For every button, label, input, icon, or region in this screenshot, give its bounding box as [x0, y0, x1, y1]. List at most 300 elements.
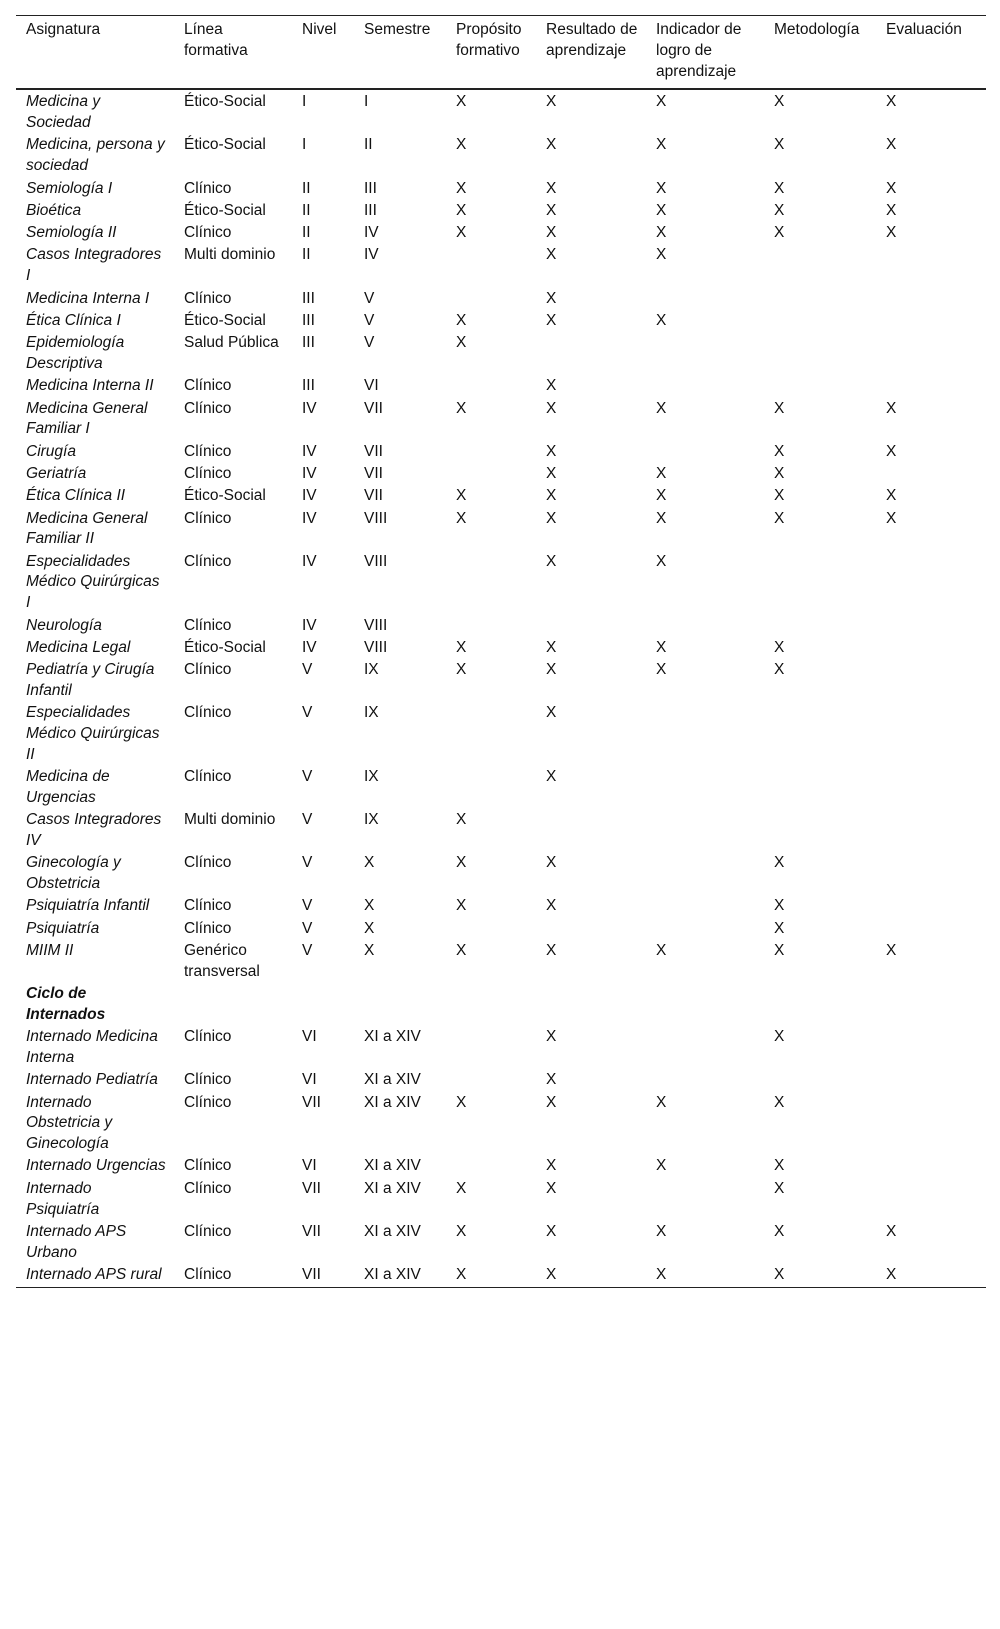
cell-achievement-indicator	[646, 853, 764, 896]
cell-formative-purpose: X	[456, 136, 467, 154]
cell-formative-purpose: X	[456, 811, 467, 829]
cell-achievement-indicator: X	[656, 136, 667, 154]
cell-achievement-indicator	[646, 919, 764, 941]
cell-formative-purpose: X	[456, 224, 467, 242]
cell-methodology: X	[774, 1157, 785, 1175]
cell-semester: X	[364, 854, 375, 872]
cell-training-line: Clínico	[184, 1028, 232, 1046]
cell-training-line: Ético-Social	[184, 311, 266, 329]
cell-subject: Ética Clínica I	[26, 311, 121, 329]
empty-cell	[354, 984, 446, 1027]
cell-subject: Especialidades Médico Quirúrgicas I	[26, 552, 160, 612]
cell-learning-outcome: X	[546, 1028, 557, 1046]
cell-formative-purpose: X	[456, 93, 467, 111]
cell-level: VII	[302, 1265, 321, 1283]
cell-semester: VIII	[364, 509, 388, 527]
cell-learning-outcome	[536, 919, 646, 941]
cell-methodology: X	[774, 1265, 785, 1283]
cell-formative-purpose: X	[456, 201, 467, 219]
cell-evaluation	[876, 853, 986, 896]
empty-cell	[174, 984, 292, 1027]
cell-subject: Internado Medicina Interna	[26, 1028, 158, 1066]
cell-semester: X	[364, 919, 375, 937]
header-achievement-indicator: Indicador de logro de aprendizaje	[656, 21, 742, 80]
cell-level: II	[302, 179, 311, 197]
cell-level: V	[302, 919, 313, 937]
cell-evaluation	[876, 638, 986, 660]
table-row	[16, 333, 986, 376]
cell-level: IV	[302, 616, 317, 634]
cell-formative-purpose: X	[456, 638, 467, 656]
cell-learning-outcome: X	[546, 289, 557, 307]
cell-evaluation	[876, 1070, 986, 1092]
cell-level: IV	[302, 638, 317, 656]
empty-cell	[536, 984, 646, 1027]
cell-level: V	[302, 941, 313, 959]
cell-methodology	[764, 245, 876, 288]
cell-learning-outcome: X	[546, 1093, 557, 1111]
cell-evaluation	[876, 1093, 986, 1157]
cell-learning-outcome: X	[546, 487, 557, 505]
table-row	[16, 767, 986, 810]
cell-achievement-indicator: X	[656, 311, 667, 329]
cell-semester: VII	[364, 464, 383, 482]
cell-training-line: Ético-Social	[184, 638, 266, 656]
cell-learning-outcome: X	[546, 224, 557, 242]
cell-achievement-indicator	[646, 616, 764, 638]
cell-training-line: Clínico	[184, 1222, 232, 1240]
cell-achievement-indicator: X	[656, 224, 667, 242]
cell-formative-purpose	[446, 552, 536, 616]
cell-subject: Semiología I	[26, 179, 113, 197]
cell-subject: Casos Integradores IV	[26, 811, 162, 849]
cell-methodology: X	[774, 464, 785, 482]
cell-achievement-indicator	[646, 1070, 764, 1092]
empty-cell	[646, 984, 764, 1027]
cell-training-line: Clínico	[184, 464, 232, 482]
cell-evaluation: X	[886, 136, 897, 154]
cell-achievement-indicator: X	[656, 179, 667, 197]
cell-learning-outcome	[536, 810, 646, 853]
cell-formative-purpose: X	[456, 854, 467, 872]
table-row	[16, 464, 986, 486]
cell-subject: Neurología	[26, 616, 102, 634]
cell-formative-purpose: X	[456, 1179, 467, 1197]
cell-level: V	[302, 854, 313, 872]
table-row	[16, 223, 986, 245]
table-row	[16, 89, 986, 135]
cell-level: VII	[302, 1179, 321, 1197]
cell-semester: VII	[364, 487, 383, 505]
cell-semester: XI a XIV	[364, 1265, 421, 1283]
cell-semester: II	[364, 136, 373, 154]
cell-level: V	[302, 897, 313, 915]
cell-learning-outcome: X	[546, 442, 557, 460]
cell-subject: Especialidades Médico Quirúrgicas II	[26, 704, 160, 763]
header-level: Nivel	[302, 21, 337, 38]
cell-formative-purpose: X	[456, 1265, 467, 1283]
cell-subject: Medicina General Familiar II	[26, 509, 148, 548]
table-row	[16, 245, 986, 288]
cell-subject: Pediatría y Cirugía Infantil	[26, 661, 155, 699]
cell-training-line: Clínico	[184, 442, 232, 460]
cell-formative-purpose: X	[456, 941, 467, 959]
cell-subject: Internado Pediatría	[26, 1071, 158, 1089]
header-training-line: Línea formativa	[184, 21, 248, 59]
cell-evaluation: X	[886, 941, 897, 959]
cell-formative-purpose	[446, 442, 536, 464]
cell-methodology	[764, 552, 876, 616]
header-subject: Asignatura	[26, 21, 101, 38]
cell-learning-outcome: X	[546, 1222, 557, 1240]
cell-achievement-indicator	[646, 289, 764, 311]
cell-evaluation: X	[886, 1265, 897, 1283]
empty-cell	[446, 984, 536, 1027]
cell-semester: XI a XIV	[364, 1028, 421, 1046]
cell-achievement-indicator: X	[656, 399, 667, 417]
cell-achievement-indicator: X	[656, 941, 667, 959]
cell-achievement-indicator	[646, 896, 764, 918]
cell-subject: Casos Integradores I	[26, 246, 162, 285]
cell-semester: III	[364, 179, 377, 197]
cell-training-line: Clínico	[184, 552, 232, 570]
cell-semester: IX	[364, 661, 379, 679]
cell-level: VI	[302, 1071, 317, 1089]
table-row	[16, 1093, 986, 1157]
table-row	[16, 660, 986, 703]
cell-level: II	[302, 224, 311, 242]
cell-learning-outcome	[536, 333, 646, 376]
cell-training-line: Clínico	[184, 919, 232, 937]
cell-formative-purpose	[446, 1027, 536, 1070]
table-row	[16, 1156, 986, 1178]
cell-formative-purpose: X	[456, 334, 467, 352]
cell-methodology: X	[774, 941, 785, 959]
cell-semester: VIII	[364, 616, 388, 634]
cell-evaluation: X	[886, 201, 897, 219]
cell-semester: III	[364, 201, 377, 219]
cell-formative-purpose: X	[456, 487, 467, 505]
cell-semester: XI a XIV	[364, 1179, 421, 1197]
cell-formative-purpose: X	[456, 179, 467, 197]
cell-learning-outcome: X	[546, 897, 557, 915]
cell-learning-outcome: X	[546, 509, 557, 527]
cell-semester: VIII	[364, 638, 388, 656]
cell-achievement-indicator	[646, 1027, 764, 1070]
cell-methodology: X	[774, 442, 785, 460]
curriculum-table	[16, 15, 986, 1288]
cell-learning-outcome: X	[546, 552, 557, 570]
cell-methodology	[764, 289, 876, 311]
header-row	[16, 16, 986, 90]
cell-level: VII	[302, 1093, 321, 1111]
cell-evaluation: X	[886, 399, 897, 417]
cell-semester: IV	[364, 224, 379, 242]
section-row	[16, 984, 986, 1027]
section-title: Ciclo de Internados	[26, 985, 106, 1023]
cell-learning-outcome: X	[546, 1265, 557, 1283]
cell-learning-outcome: X	[546, 1157, 557, 1175]
cell-training-line: Clínico	[184, 768, 232, 786]
cell-methodology	[764, 703, 876, 767]
cell-training-line: Clínico	[184, 704, 232, 722]
cell-achievement-indicator	[646, 376, 764, 398]
table-row	[16, 810, 986, 853]
cell-training-line: Salud Pública	[184, 334, 279, 352]
cell-subject: Internado Urgencias	[26, 1157, 166, 1175]
cell-formative-purpose	[446, 919, 536, 941]
cell-formative-purpose	[446, 1156, 536, 1178]
cell-semester: XI a XIV	[364, 1157, 421, 1175]
cell-learning-outcome: X	[546, 93, 557, 111]
cell-subject: Internado Obstetricia y Ginecología	[26, 1093, 113, 1153]
cell-training-line: Genérico transversal	[184, 941, 260, 980]
cell-level: IV	[302, 487, 317, 505]
cell-subject: Bioética	[26, 201, 82, 219]
empty-cell	[764, 984, 876, 1027]
cell-training-line: Clínico	[184, 1265, 232, 1283]
cell-training-line: Clínico	[184, 224, 232, 242]
cell-evaluation	[876, 376, 986, 398]
cell-training-line: Clínico	[184, 1157, 232, 1175]
cell-level: III	[302, 334, 315, 352]
cell-semester: VIII	[364, 552, 388, 570]
table-row	[16, 179, 986, 201]
cell-level: VI	[302, 1157, 317, 1175]
cell-level: IV	[302, 442, 317, 460]
cell-methodology: X	[774, 638, 785, 656]
cell-level: IV	[302, 464, 317, 482]
cell-training-line: Ético-Social	[184, 487, 266, 505]
cell-semester: V	[364, 334, 375, 352]
cell-subject: Medicina Legal	[26, 638, 131, 656]
cell-evaluation	[876, 289, 986, 311]
cell-evaluation: X	[886, 442, 897, 460]
cell-learning-outcome: X	[546, 201, 557, 219]
cell-learning-outcome: X	[546, 704, 557, 722]
cell-methodology	[764, 767, 876, 810]
table-row	[16, 509, 986, 552]
cell-evaluation: X	[886, 487, 897, 505]
cell-learning-outcome: X	[546, 661, 557, 679]
cell-achievement-indicator	[646, 442, 764, 464]
cell-evaluation	[876, 1027, 986, 1070]
cell-methodology	[764, 333, 876, 376]
cell-evaluation	[876, 660, 986, 703]
cell-learning-outcome: X	[546, 179, 557, 197]
cell-formative-purpose: X	[456, 311, 467, 329]
cell-achievement-indicator: X	[656, 661, 667, 679]
cell-methodology: X	[774, 1028, 785, 1046]
cell-evaluation	[876, 245, 986, 288]
cell-methodology: X	[774, 919, 785, 937]
cell-training-line: Clínico	[184, 897, 232, 915]
cell-learning-outcome: X	[546, 1179, 557, 1197]
cell-level: III	[302, 377, 315, 395]
cell-training-line: Ético-Social	[184, 93, 266, 111]
table-row	[16, 616, 986, 638]
cell-methodology: X	[774, 509, 785, 527]
table-row	[16, 201, 986, 223]
table-header	[16, 16, 986, 90]
cell-training-line: Clínico	[184, 399, 232, 417]
table-row	[16, 941, 986, 984]
cell-learning-outcome: X	[546, 1071, 557, 1089]
cell-achievement-indicator: X	[656, 246, 667, 264]
cell-training-line: Clínico	[184, 1071, 232, 1089]
cell-semester: XI a XIV	[364, 1222, 421, 1240]
cell-semester: VII	[364, 399, 383, 417]
cell-subject: Internado Psiquiatría	[26, 1179, 100, 1218]
cell-evaluation	[876, 810, 986, 853]
cell-achievement-indicator: X	[656, 487, 667, 505]
cell-formative-purpose: X	[456, 897, 467, 915]
cell-methodology: X	[774, 136, 785, 154]
cell-methodology	[764, 1070, 876, 1092]
cell-methodology	[764, 311, 876, 333]
cell-evaluation	[876, 703, 986, 767]
cell-evaluation: X	[886, 1222, 897, 1240]
table-row	[16, 1265, 986, 1288]
table-row	[16, 1179, 986, 1222]
table-row	[16, 1070, 986, 1092]
cell-evaluation	[876, 333, 986, 376]
cell-evaluation	[876, 552, 986, 616]
cell-level: IV	[302, 509, 317, 527]
cell-formative-purpose	[446, 376, 536, 398]
cell-subject: Medicina y Sociedad	[26, 93, 101, 132]
cell-level: I	[302, 93, 307, 111]
cell-semester: X	[364, 941, 375, 959]
cell-subject: Medicina de Urgencias	[26, 768, 110, 806]
table-row	[16, 1027, 986, 1070]
cell-evaluation: X	[886, 93, 897, 111]
table-row	[16, 289, 986, 311]
cell-formative-purpose	[446, 703, 536, 767]
cell-achievement-indicator: X	[656, 638, 667, 656]
cell-semester: XI a XIV	[364, 1071, 421, 1089]
cell-level: V	[302, 811, 313, 829]
table-row	[16, 442, 986, 464]
cell-formative-purpose: X	[456, 1093, 467, 1111]
cell-achievement-indicator: X	[656, 93, 667, 111]
cell-subject: Ginecología y Obstetricia	[26, 854, 121, 893]
header-formative-purpose: Propósito formativo	[456, 21, 522, 59]
cell-learning-outcome: X	[546, 941, 557, 959]
cell-training-line: Clínico	[184, 1179, 232, 1197]
cell-formative-purpose: X	[456, 661, 467, 679]
cell-semester: V	[364, 311, 375, 329]
cell-evaluation	[876, 1179, 986, 1222]
cell-formative-purpose	[446, 289, 536, 311]
header-methodology: Metodología	[774, 21, 860, 38]
cell-semester: IV	[364, 246, 379, 264]
cell-semester: VI	[364, 377, 379, 395]
cell-achievement-indicator: X	[656, 1265, 667, 1283]
table-row	[16, 399, 986, 442]
cell-training-line: Clínico	[184, 1093, 232, 1111]
cell-level: II	[302, 201, 311, 219]
cell-achievement-indicator	[646, 333, 764, 376]
table-row	[16, 486, 986, 508]
cell-level: I	[302, 136, 307, 154]
table-row	[16, 896, 986, 918]
cell-learning-outcome: X	[546, 854, 557, 872]
cell-methodology: X	[774, 224, 785, 242]
cell-evaluation	[876, 919, 986, 941]
cell-learning-outcome: X	[546, 377, 557, 395]
header-semester: Semestre	[364, 21, 431, 38]
cell-methodology: X	[774, 661, 785, 679]
cell-level: V	[302, 704, 313, 722]
cell-methodology: X	[774, 201, 785, 219]
cell-formative-purpose	[446, 245, 536, 288]
cell-achievement-indicator: X	[656, 1093, 667, 1111]
cell-subject: Geriatría	[26, 464, 87, 482]
cell-subject: MIIM II	[26, 941, 74, 959]
cell-methodology: X	[774, 897, 785, 915]
cell-training-line: Clínico	[184, 377, 232, 395]
cell-training-line: Clínico	[184, 289, 232, 307]
cell-methodology: X	[774, 399, 785, 417]
cell-achievement-indicator	[646, 767, 764, 810]
cell-training-line: Multi dominio	[184, 246, 276, 264]
empty-cell	[292, 984, 354, 1027]
cell-semester: IX	[364, 704, 379, 722]
cell-semester: I	[364, 93, 369, 111]
cell-evaluation	[876, 464, 986, 486]
cell-achievement-indicator	[646, 703, 764, 767]
cell-formative-purpose: X	[456, 399, 467, 417]
cell-training-line: Clínico	[184, 509, 232, 527]
cell-methodology: X	[774, 1093, 785, 1111]
cell-subject: Epidemiología Descriptiva	[26, 334, 125, 372]
cell-subject: Internado APS rural	[26, 1265, 162, 1283]
cell-learning-outcome: X	[546, 399, 557, 417]
table-row	[16, 853, 986, 896]
cell-methodology	[764, 616, 876, 638]
table-row	[16, 552, 986, 616]
cell-achievement-indicator: X	[656, 464, 667, 482]
cell-methodology	[764, 810, 876, 853]
cell-methodology: X	[774, 487, 785, 505]
cell-training-line: Clínico	[184, 616, 232, 634]
cell-subject: Semiología II	[26, 224, 117, 242]
cell-level: IV	[302, 399, 317, 417]
cell-training-line: Ético-Social	[184, 136, 266, 154]
cell-achievement-indicator: X	[656, 1157, 667, 1175]
cell-semester: IX	[364, 768, 379, 786]
cell-subject: Medicina, persona y sociedad	[26, 136, 165, 175]
cell-methodology: X	[774, 1222, 785, 1240]
cell-achievement-indicator: X	[656, 509, 667, 527]
cell-semester: VII	[364, 442, 383, 460]
table-row	[16, 135, 986, 178]
cell-subject: Psiquiatría	[26, 919, 100, 937]
cell-achievement-indicator	[646, 810, 764, 853]
cell-formative-purpose	[446, 767, 536, 810]
table-row	[16, 919, 986, 941]
cell-subject: Psiquiatría Infantil	[26, 897, 150, 915]
cell-evaluation: X	[886, 179, 897, 197]
cell-level: IV	[302, 552, 317, 570]
cell-semester: IX	[364, 811, 379, 829]
cell-methodology: X	[774, 1179, 785, 1197]
cell-subject: Medicina General Familiar I	[26, 399, 148, 438]
cell-level: V	[302, 661, 313, 679]
cell-level: VI	[302, 1028, 317, 1046]
cell-learning-outcome: X	[546, 768, 557, 786]
